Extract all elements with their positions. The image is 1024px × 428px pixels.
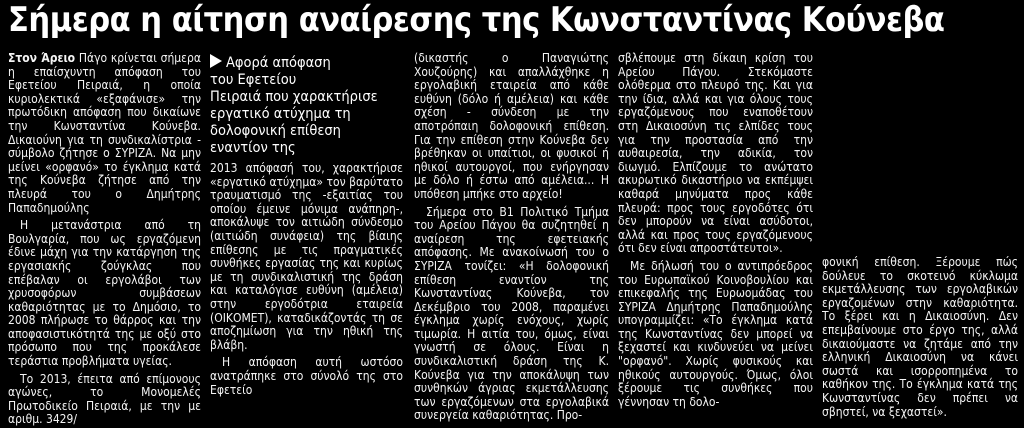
- pull-quote-line1: Αφορά απόφαση: [226, 55, 331, 71]
- paragraph: Σήμερα στο Β1 Πολιτικό Τμήμα του Αρείου Πάγου θα συζητηθεί η αναίρεση της εφετειακής απόφασης. Με ανακοίνωσή του ο ΣΥΡΙΖΑ τονίζει: «Η δολοφονική επίθεση εναντίον της Κωνσταντίνας Κούνεβα, τον Δεκέμβριο του 2008, παραμένει έγκλημα χωρίς ενόχους, χωρίς τιμωρία. Η αιτία του, όμως, είναι γνωστή σε όλους. Είναι η συνδικαλιστική δράση της Κ. Κούνεβα για την αποκάλυψη των συνθηκών άγριας εκμετάλλευσης των εργαζόμενων στα εργολαβικά συνεργεία καθαριότητας. Προ-: [414, 204, 609, 423]
- lead-in: Στον Άρειο: [8, 52, 76, 65]
- pull-quote: [210, 54, 400, 154]
- paragraph: Με δήλωσή του ο αντιπρόεδρος του Ευρωπαϊκού Κοινοβουλίου και επικεφαλής της Ευρωομάδας του ΣΥΡΙΖΑ Δημήτρης Παπαδημούλης υπογραμμίζει: «Το έγκλημα κατά της Κωνσταντίνας δεν μπορεί να ξεχαστεί και κινδυνεύει να μείνει "ορφανό". Χωρίς φυσικούς και ηθικούς αυτουργούς. Όμως, όλοι ξέρουμε τις συνθήκες που γέννησαν τη δολο-: [618, 258, 813, 409]
- article-column-1: [8, 52, 201, 428]
- headline: Σήμερα η αίτηση αναίρεσης της Κωνσταντίνας Κούνεβα: [8, 0, 945, 40]
- paragraph-text: Πάγο κρίνεται σήμερα η επαίσχυντη απόφαση του Εφετείου Πειραιά, η οποία κυριολεκτικά «εξαφάνισε» την πρωτόδικη απόφαση που δικαίωνε την Κωνσταντίνα Κούνεβα. Δικαιούνη για τη συνδικαλίστρια - σύμβολο ζήτησε ο ΣΥΡΙΖΑ. Να μην μείνει «ορφανό» το έγκλημα κατά της Κούνεβα ζήτησε από την πλευρά του ο Δημήτρης Παπαδημούλης: [8, 52, 201, 215]
- paragraph: σβλέπουμε στη δίκαιη κρίση του Αρείου Πάγου. Στεκόμαστε ολόθερμα στο πλευρό της. Και για την ίδια, αλλά και για όλους τους εργαζόμενους που εναποθέτουν στη Δικαιοσύνη τις ελπίδες τους για την προστασία από την αυθαιρεσία, την αδικία, τον διωγμό. Ελπίζουμε το ανώτατο ακυρωτικό δικαστήριο να εκπέμψει καθαρά μηνύματα προς κάθε πλευρά: προς τους εργοδότες ότι δεν μπορούν να είναι ασύδοτοι, αλλά και προς τους εργαζόμενους ότι δεν είναι απροστάτευτοι».: [618, 52, 813, 256]
- article-column-5: [822, 256, 1018, 428]
- pull-quote-rest: Πειραιά που χαρακτήρισε εργατικό ατύχημα τη δολοφονική επίθεση εναντίον της: [210, 89, 378, 156]
- paragraph: Το 2013, έπειτα από επίμονους αγώνες, το Μονομελές Πρωτοδικείο Πειραιά, με την με αριθμ. 3429/: [8, 371, 201, 427]
- paragraph: φονική επίθεση. Ξέρουμε πώς δούλευε το σκοτεινό κύκλωμα εκμετάλλευσης των εργολαβικών εργαζομένων στην καθαριότητα. Το ξέρει και η Δικαιοσύνη. Δεν επεμβαίνουμε στο έργο της, αλλά δικαιούμαστε να ζητάμε από την ελληνική Δικαιοσύνη να κάνει σωστά και ισορροπημένα το καθήκον της. Το έγκλημα κατά της Κωνσταντίνας δεν πρέπει να σβηστεί, να ξεχαστεί».: [822, 256, 1018, 419]
- article-column-3: [414, 52, 609, 428]
- paragraph: [8, 52, 201, 215]
- article-column-2: [210, 162, 403, 428]
- paragraph: Η μετανάστρια από τη Βουλγαρία, που ως εργαζόμενη έδινε μάχη για την κατάργηση της εργασιακής ζούγκλας που επέβαλαν οι εργολάβοι των χρυσοφόρων συμβάσεων καθαριότητας με το Δημόσιο, το 2008 πλήρωσε το θάρρος και την αποφασιστικότητά της με οξύ στο πρόσωπο που της προκάλεσε τεράστια προβλήματα υγείας.: [8, 218, 201, 369]
- triangle-bullet-icon: [210, 54, 222, 68]
- article-column-4: [618, 52, 813, 428]
- paragraph: Η απόφαση αυτή ωστόσο ανατράπηκε στο σύνολό της στο Εφετείο: [210, 355, 403, 397]
- paragraph: 2013 απόφασή του, χαρακτήρισε «εργατικό ατύχημα» τον βαρύτατο τραυματισμό της -εξαιτίας του οποίου έμεινε μόνιμα ανάπηρη-, αποκάλυψε τον αιτιώδη σύνδεσμο (αιτιώδη συνάφεια) της βίαιης επίθεσης με τις πραγματικές συνθήκες εργασίας της και κυρίως με τη συνδικαλιστική της δράση και καταλόγισε ευθύνη (αμέλεια) στην εργοδότρια εταιρεία (ΟΙΚΟΜΕΤ), καταδικάζοντάς τη σε αποζημίωση για την ηθική της βλάβη.: [210, 162, 403, 352]
- pull-quote-line2: του Εφετείου: [210, 72, 297, 88]
- paragraph: (δικαστής ο Παναγιώτης Χουζούρης) και απαλλάχθηκε η εργολαβική εταιρεία από κάθε ευθύνη (δόλο ή αμέλεια) και κάθε σχέση - σύνδεση με την αποτρόπαιη δολοφονική επίθεση. Για την επίθεση στην Κούνεβα δεν βρέθηκαν οι υπαίτιοι, οι φυσικοί ή ηθικοί αυτουργοί, που ενήργησαν με δόλο ή έστω από αμέλεια... Η υπόθεση μπήκε στο αρχείο!: [414, 52, 609, 201]
